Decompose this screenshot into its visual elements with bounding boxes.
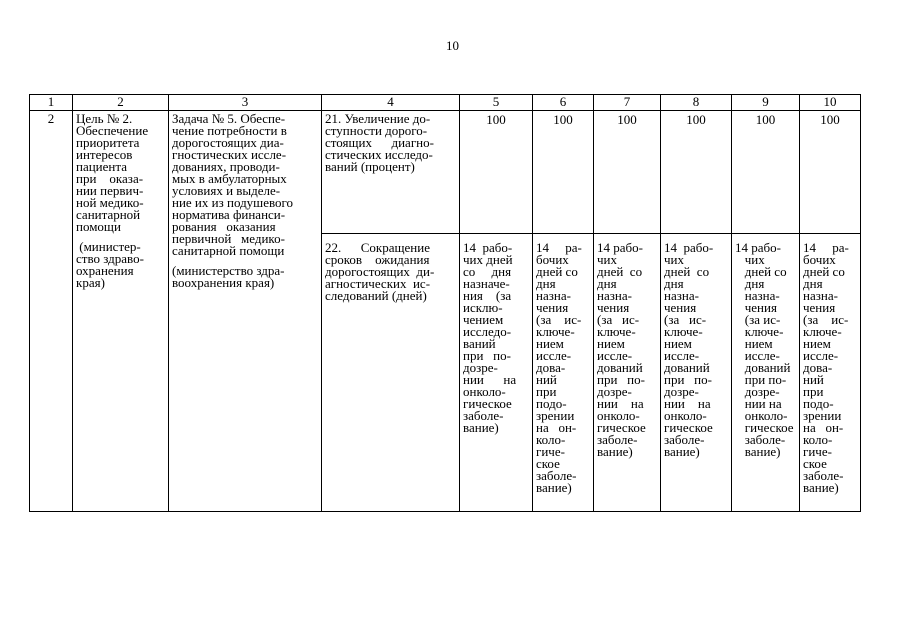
row-number: 2 — [30, 111, 73, 512]
task-cell — [169, 111, 322, 512]
indicator-22-value-cell — [460, 234, 533, 512]
indicator-22-cell — [322, 234, 460, 512]
header-cell: 10 — [800, 95, 861, 111]
indicator-22-value-cell — [800, 234, 861, 512]
indicator-21-cell — [322, 111, 460, 234]
indicator-22-value: 14 рабо- чих дней со дня назна- чения (за ис- ключе- нием иссле- дований при по- дозре- нии на онколо- гическое заболе- вание) — [664, 240, 714, 459]
indicator-22-value: 14 рабо- чих дней со дня назна- чения (за ис- ключе- нием иссле- дований при по- дозре- нии на онколо- гическое заболе- вание) — [735, 240, 794, 459]
header-row — [30, 95, 861, 111]
indicator-22-value-cell — [661, 234, 732, 512]
header-cell: 8 — [661, 95, 732, 111]
header-cell: 2 — [73, 95, 169, 111]
indicator-21-value: 100 — [800, 111, 861, 234]
indicator-22-text: 22. Сокращение сроков ожидания дорогостоящих ди- агностических ис- следований (дней) — [325, 240, 435, 303]
indicator-22-value: 14 рабо- чих дней со дня назначе- ния (за исклю- чением исследо- ваний при по- дозре- нии на онколо- гическое заболе- вание) — [463, 240, 517, 435]
indicator-21-value: 100 — [594, 111, 661, 234]
goal-text: Цель № 2. Обеспечение приоритета интересов пациента при оказа- нии первич- ной медико- санитарной помощи — [76, 111, 149, 234]
task-ministry: (министерство здра- воохранения края) — [172, 263, 285, 290]
indicator-22-value-cell — [533, 234, 594, 512]
header-cell: 7 — [594, 95, 661, 111]
indicator-21-value: 100 — [661, 111, 732, 234]
indicator-21-value: 100 — [732, 111, 800, 234]
indicator-22-value-cell — [732, 234, 800, 512]
header-cell: 9 — [732, 95, 800, 111]
table-row — [30, 111, 861, 234]
indicator-21-value: 100 — [460, 111, 533, 234]
goal-cell — [73, 111, 169, 512]
header-cell: 1 — [30, 95, 73, 111]
indicators-table — [29, 94, 861, 512]
indicator-22-value: 14 ра- бочих дней со дня назна- чения (за ис- ключе- нием иссле- дова- ний при подо- зрении на он- коло- гиче- ское заболе- вание) — [803, 240, 849, 495]
header-cell: 6 — [533, 95, 594, 111]
goal-ministry: (министер- ство здраво- охранения края) — [76, 239, 144, 290]
indicator-22-value: 14 ра- бочих дней со дня назна- чения (за ис- ключе- нием иссле- дова- ний при подо- зрении на он- коло- гиче- ское заболе- вание) — [536, 240, 582, 495]
header-cell: 5 — [460, 95, 533, 111]
indicator-22-value-cell — [594, 234, 661, 512]
task-text: Задача № 5. Обеспе- чение потребности в дорогостоящих диа- гностических иссле- дованиях, проводи- мых в амбулаторных условиях и выделе- ние их из подушевого норматива финанси- рования оказания первичной медико- санитарной помощи — [172, 111, 294, 258]
indicator-21-value: 100 — [533, 111, 594, 234]
header-cell: 4 — [322, 95, 460, 111]
header-cell: 3 — [169, 95, 322, 111]
page-number: 10 — [446, 38, 459, 53]
indicator-21-text: 21. Увеличение до- ступности дорого- стоящих диагно- стических исследо- ваний (процент) — [325, 111, 434, 174]
indicator-22-value: 14 рабо- чих дней со дня назна- чения (за ис- ключе- нием иссле- дований при по- дозре- нии на онколо- гическое заболе- вание) — [597, 240, 646, 459]
